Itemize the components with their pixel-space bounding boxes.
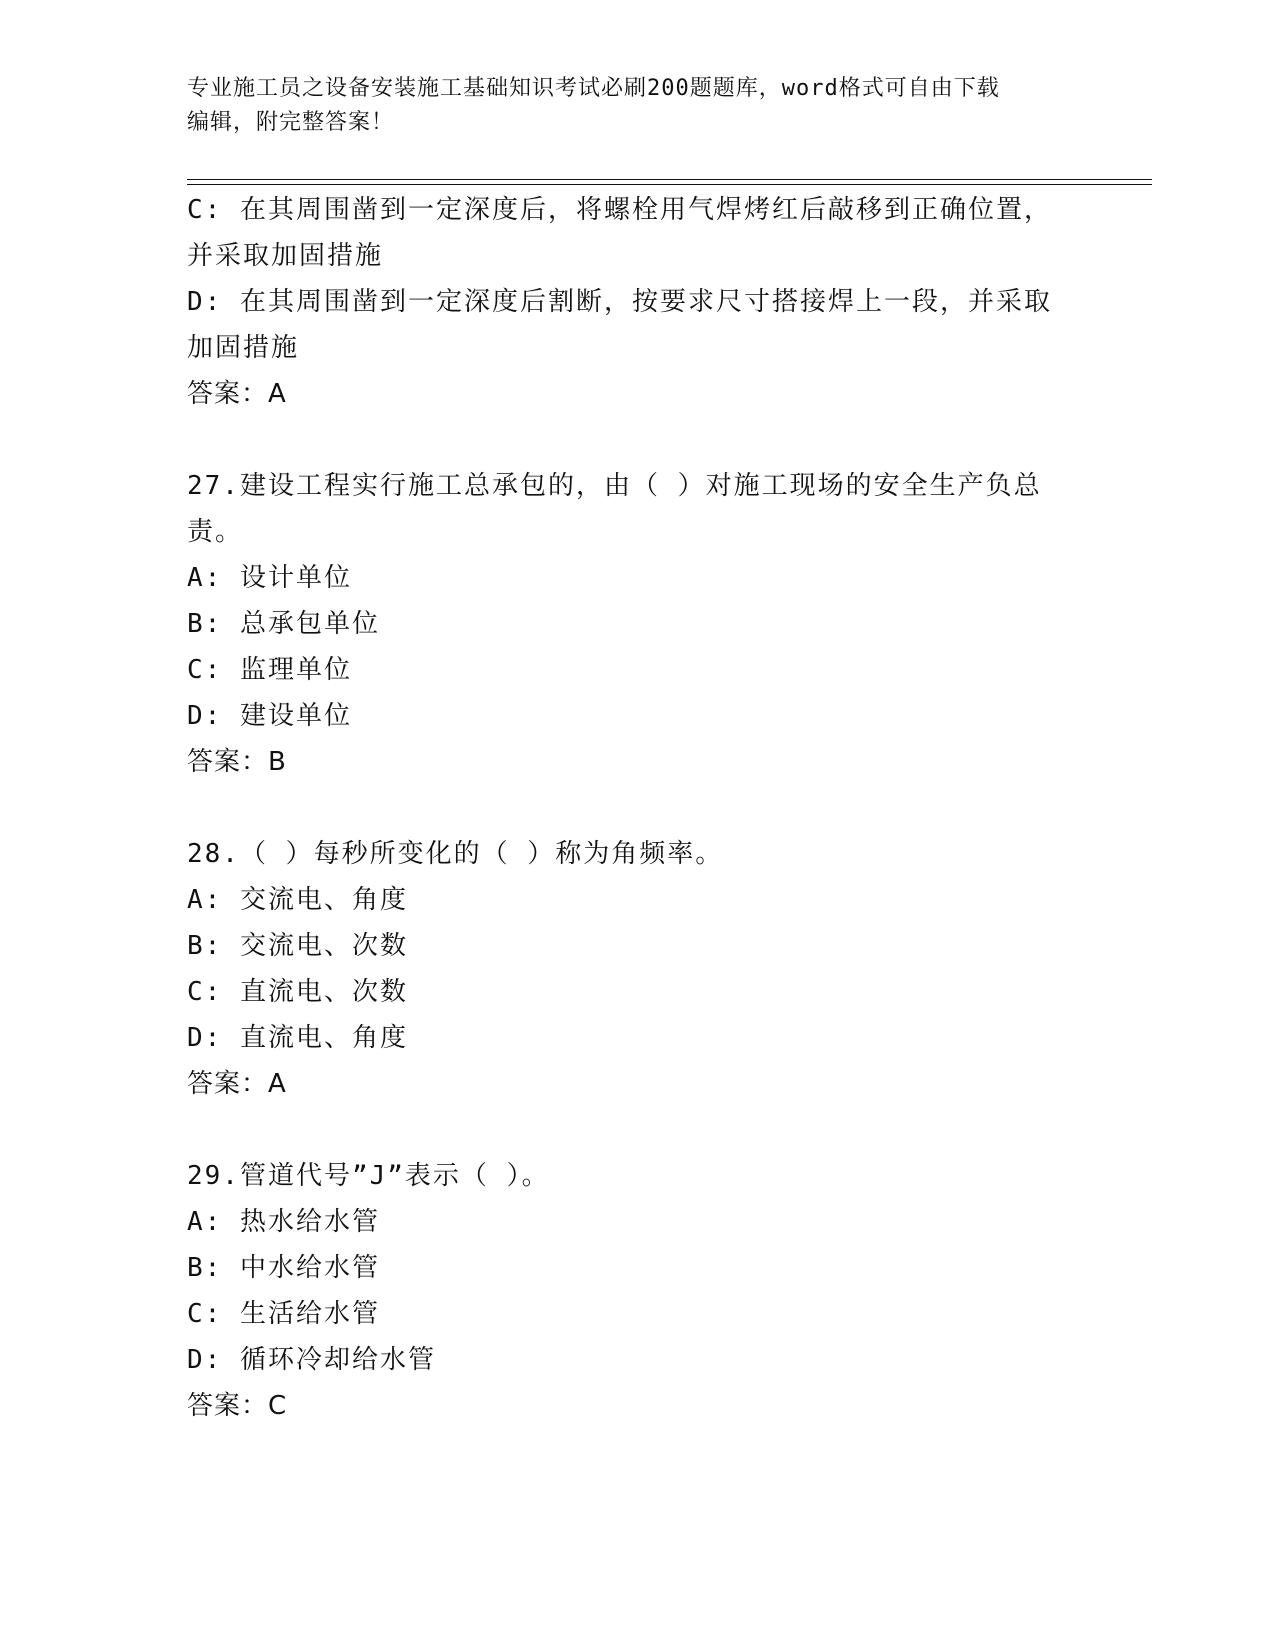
option-c: C: 监理单位	[187, 655, 352, 685]
spacer	[187, 417, 1087, 463]
option-d: D: 直流电、角度	[187, 1023, 408, 1053]
option-d: D: 建设单位	[187, 701, 352, 731]
header-title-line-1: 专业施工员之设备安装施工基础知识考试必刷200题题库，word格式可自由下载	[187, 76, 1000, 101]
option-d-line-2: 加固措施	[187, 333, 300, 363]
option-a: A: 设计单位	[187, 563, 352, 593]
option-b: B: 中水给水管	[187, 1253, 380, 1283]
option-b: B: 总承包单位	[187, 609, 380, 639]
option-a: A: 交流电、角度	[187, 885, 408, 915]
option-d: D: 循环冷却给水管	[187, 1345, 436, 1375]
question-27	[187, 463, 1087, 785]
option-c-line-2: 并采取加固措施	[187, 241, 384, 271]
question-stem-line-2: 责。	[187, 517, 244, 547]
option-d-line-1: D: 在其周围凿到一定深度后割断，按要求尺寸搭接焊上一段，并采取	[187, 287, 1052, 317]
option-c: C: 直流电、次数	[187, 977, 408, 1007]
question-stem-line-1: 29.管道代号”J”表示（ ）。	[187, 1161, 550, 1191]
question-28	[187, 831, 1087, 1107]
answer-line: 答案：A	[187, 1069, 287, 1099]
question-29	[187, 1153, 1087, 1429]
option-c: C: 生活给水管	[187, 1299, 380, 1329]
answer-line: 答案：B	[187, 747, 287, 777]
option-c-line-1: C: 在其周围凿到一定深度后，将螺栓用气焊烤红后敲移到正确位置，	[187, 195, 1052, 225]
answer-line: 答案：A	[187, 379, 287, 409]
option-a: A: 热水给水管	[187, 1207, 380, 1237]
document-header	[187, 72, 1087, 140]
header-title-line-2: 编辑，附完整答案！	[187, 110, 395, 135]
answer-line: 答案：C	[187, 1391, 288, 1421]
header-divider-bottom	[187, 184, 1152, 185]
header-divider-top	[187, 179, 1152, 180]
question-stem-line-1: 27.建设工程实行施工总承包的，由（ ）对施工现场的安全生产负总	[187, 471, 1042, 501]
question-26-continued	[187, 187, 1087, 417]
spacer	[187, 785, 1087, 831]
question-stem-line-1: 28.（ ）每秒所变化的（ ）称为角频率。	[187, 839, 724, 869]
spacer	[187, 1107, 1087, 1153]
question-content	[187, 187, 1087, 1429]
option-b: B: 交流电、次数	[187, 931, 408, 961]
